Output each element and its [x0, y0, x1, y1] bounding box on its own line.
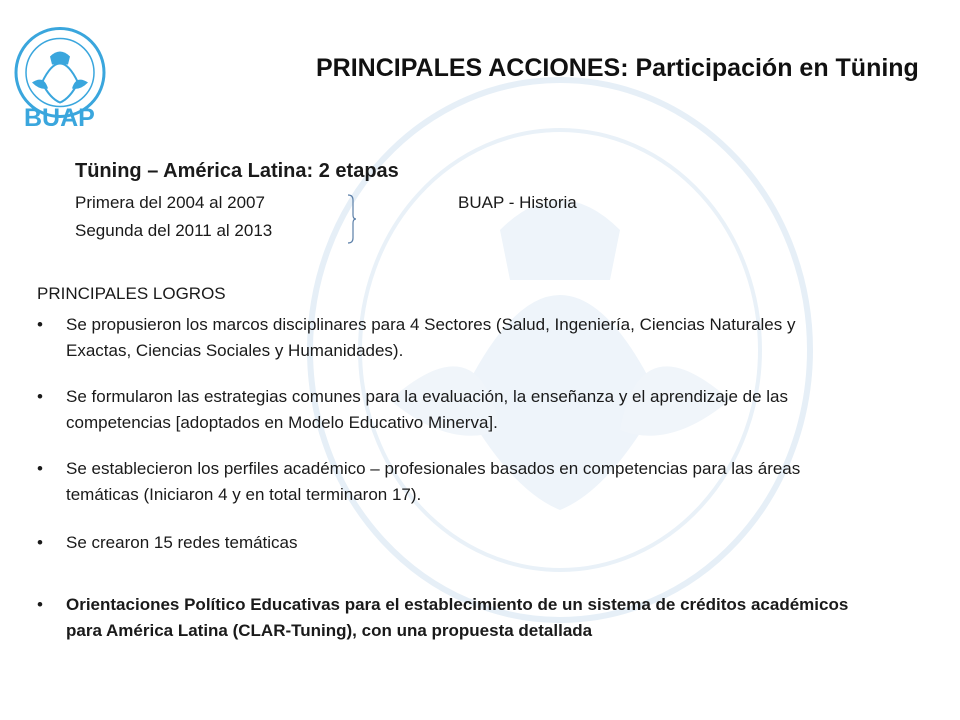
- tuning-heading: Tüning – América Latina: 2 etapas: [75, 160, 399, 182]
- stage-item: Primera del 2004 al 2007: [75, 193, 265, 212]
- list-item-text: Se formularon las estrategias comunes para la evaluación, la enseñanza y el aprendizaje de las competencias [adoptados en Modelo Educativo Minerva].: [66, 387, 788, 432]
- bracket-label: BUAP - Historia: [458, 193, 577, 212]
- stage-item: Segunda del 2011 al 2013: [75, 221, 273, 240]
- list-item-text: Se establecieron los perfiles académico – profesionales basados en competencias para las áreas temáticas (Iniciaron 4 y en total terminaron 17).: [66, 459, 801, 504]
- bullet-icon: •: [37, 533, 43, 552]
- list-item-text: Se propusieron los marcos disciplinares para 4 Sectores (Salud, Ingeniería, Ciencias Naturales y Exactas, Ciencias Sociales y Humanidades).: [66, 315, 796, 360]
- bracket-icon: [346, 194, 356, 244]
- bullet-icon: •: [37, 315, 43, 334]
- logo-wordmark: BUAP: [24, 104, 95, 132]
- achievements-heading: PRINCIPALES LOGROS: [37, 284, 226, 303]
- list-item-text: Se crearon 15 redes temáticas: [66, 533, 298, 552]
- bullet-icon: •: [37, 459, 43, 478]
- page-title: PRINCIPALES ACCIONES: Participación en Tüning: [316, 54, 919, 82]
- bullet-icon: •: [37, 595, 43, 614]
- list-item-text: Orientaciones Político Educativas para el establecimiento de un sistema de créditos académicos para América Latina (CLAR-Tuning), con una propuesta detallada: [66, 595, 849, 640]
- bullet-icon: •: [37, 387, 43, 406]
